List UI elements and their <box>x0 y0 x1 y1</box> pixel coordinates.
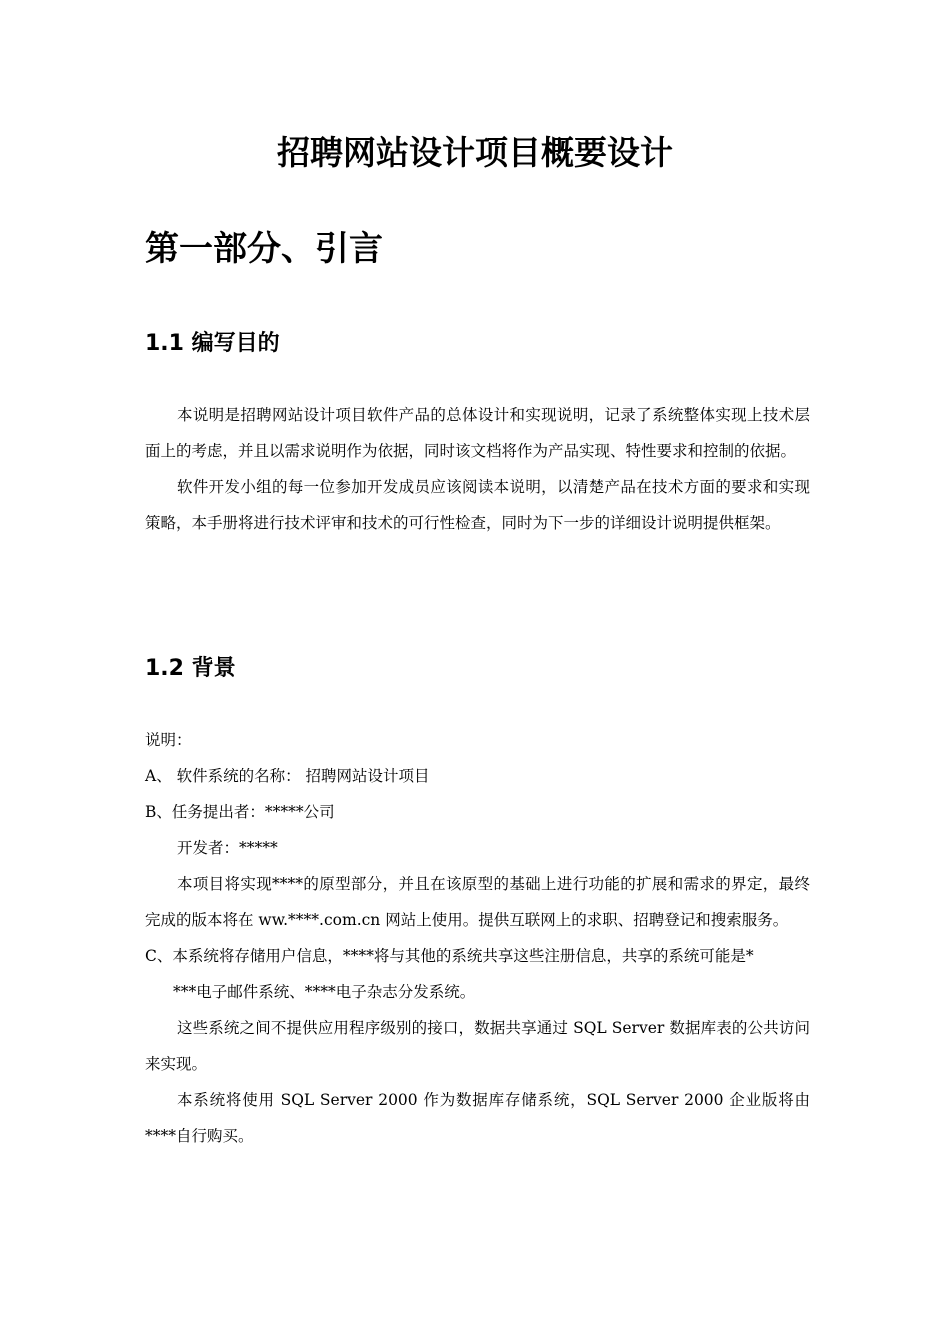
paragraph: 软件开发小组的每一位参加开发成员应该阅读本说明，以清楚产品在技术方面的要求和实现策略，本手册将进行技术评审和技术的可行性检查，同时为下一步的详细设计说明提供框架。 <box>145 478 810 532</box>
section-1-1-body <box>145 397 810 541</box>
developer-line: 开发者：***** <box>177 839 278 857</box>
list-item-c: C、本系统将存储用户信息，****将与其他的系统共享这些注册信息，共享的系统可能是* <box>145 947 754 965</box>
list-item-b: B、任务提出者：*****公司 <box>145 803 335 821</box>
paragraph: 本说明是招聘网站设计项目软件产品的总体设计和实现说明，记录了系统整体实现上技术层面上的考虑，并且以需求说明作为依据，同时该文档将作为产品实现、特性要求和控制的依据。 <box>145 406 810 460</box>
section-1-2-body <box>145 722 810 1154</box>
paragraph: 本系统将使用 SQL Server 2000 作为数据库存储系统，SQL Server 2000 企业版将由****自行购买。 <box>145 1091 810 1145</box>
part-heading: 第一部分、引言 <box>145 229 383 269</box>
section-heading-1-1: 1.1 编写目的 <box>145 331 280 356</box>
list-item-a: A、 软件系统的名称： 招聘网站设计项目 <box>145 767 430 785</box>
document-title: 招聘网站设计项目概要设计 <box>277 133 673 172</box>
paragraph: 这些系统之间不提供应用程序级别的接口，数据共享通过 SQL Server 数据库表的公共访问来实现。 <box>145 1019 810 1073</box>
note-label: 说明： <box>145 731 192 749</box>
paragraph: 本项目将实现****的原型部分，并且在该原型的基础上进行功能的扩展和需求的界定，最终完成的版本将在 ww.****.com.cn 网站上使用。提供互联网上的求职、招聘登记和搜索服务。 <box>145 875 810 929</box>
section-heading-1-2: 1.2 背景 <box>145 656 236 681</box>
list-item-c-continuation: ***电子邮件系统、****电子杂志分发系统。 <box>173 983 476 1001</box>
